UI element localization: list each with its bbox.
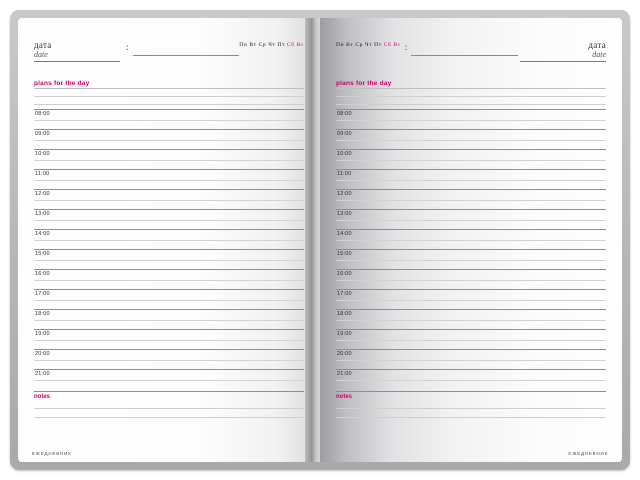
half-hour-rule [34,360,304,361]
hour-row[interactable] [336,229,606,249]
half-hour-rule [34,140,304,141]
hour-label: 19:00 [337,331,352,337]
hour-row[interactable] [34,229,304,249]
right-date-rule [520,60,606,62]
left-date-label-ru: дата [34,40,52,50]
half-hour-rule [34,200,304,201]
half-hour-rule [34,120,304,121]
hour-row[interactable] [336,189,606,209]
half-hour-rule [336,240,606,241]
left-notes-lines[interactable] [34,400,304,418]
planner-pages [18,18,622,462]
hour-row[interactable] [34,109,304,129]
weekday-sat[interactable]: Сб [383,42,392,48]
right-date-label-ru: дата [588,40,606,50]
hour-label: 17:00 [35,291,50,297]
hour-label: 13:00 [337,211,352,217]
weekday-mon[interactable]: Пн [336,42,345,48]
half-hour-rule [336,140,606,141]
hour-label: 12:00 [35,191,50,197]
notes-line[interactable] [336,409,606,418]
half-hour-rule [34,300,304,301]
left-hours-grid [34,109,304,389]
hour-row[interactable] [336,289,606,309]
hour-row[interactable] [336,129,606,149]
hour-label: 21:00 [35,371,50,377]
weekday-tue[interactable]: Вт [249,42,257,48]
weekday-sat[interactable]: Сб [286,42,295,48]
hour-label: 12:00 [337,191,352,197]
hour-label: 18:00 [35,311,50,317]
right-brand-mark: ЕЖЕДНЕВНИК [568,451,608,456]
hour-row[interactable] [336,269,606,289]
left-header-write-line[interactable] [133,41,240,56]
left-plans-lines[interactable] [34,88,304,105]
right-date-label-en: date [592,50,606,59]
notes-line[interactable] [34,409,304,418]
left-weekday-selector[interactable] [239,40,304,48]
hour-row[interactable] [34,189,304,209]
hour-row[interactable] [34,129,304,149]
hour-row[interactable] [34,249,304,269]
hour-label: 08:00 [337,111,352,117]
half-hour-rule [34,320,304,321]
half-hour-rule [34,220,304,221]
weekday-sun[interactable]: Вс [296,42,304,48]
hour-label: 16:00 [337,271,352,277]
right-notes-label: notes [336,394,353,400]
right-header-colon: : [404,42,408,52]
hour-label: 15:00 [35,251,50,257]
weekday-wed[interactable]: Ср [258,42,267,48]
half-hour-rule [34,240,304,241]
notes-line[interactable] [34,400,304,409]
half-hour-rule [336,300,606,301]
weekday-fri[interactable]: Пт [374,42,382,48]
hour-label: 21:00 [337,371,352,377]
weekday-sun[interactable]: Вс [393,42,401,48]
plans-line[interactable] [336,97,606,105]
plans-line[interactable] [34,89,304,97]
hour-row[interactable] [336,169,606,189]
hour-row[interactable] [336,329,606,349]
hour-row[interactable] [336,349,606,369]
weekday-mon[interactable]: Пн [239,42,248,48]
hour-label: 08:00 [35,111,50,117]
right-page-header [336,40,606,74]
hour-label: 20:00 [337,351,352,357]
hour-row[interactable] [336,369,606,389]
hour-label: 16:00 [35,271,50,277]
hour-label: 18:00 [337,311,352,317]
hour-label: 15:00 [337,251,352,257]
right-notes-lines[interactable] [336,400,606,418]
half-hour-rule [336,120,606,121]
half-hour-rule [336,280,606,281]
hour-row[interactable] [34,149,304,169]
plans-line[interactable] [34,97,304,105]
half-hour-rule [336,200,606,201]
half-hour-rule [34,280,304,281]
hour-row[interactable] [34,329,304,349]
weekday-thu[interactable]: Чт [364,42,373,48]
left-page [18,18,320,462]
half-hour-rule [336,260,606,261]
left-notes-section [34,391,304,418]
half-hour-rule [336,160,606,161]
hour-row[interactable] [336,309,606,329]
weekday-fri[interactable]: Пт [277,42,285,48]
half-hour-rule [336,220,606,221]
hour-label: 11:00 [337,171,352,177]
right-hours-grid [336,109,606,389]
right-notes-section [336,391,606,418]
hour-row[interactable] [336,209,606,229]
left-brand-mark: ЕЖЕДНЕВНИК [32,451,72,456]
hour-row[interactable] [34,349,304,369]
half-hour-rule [34,260,304,261]
hour-row[interactable] [34,209,304,229]
half-hour-rule [34,340,304,341]
hour-label: 17:00 [337,291,352,297]
hour-label: 09:00 [35,131,50,137]
half-hour-rule [336,180,606,181]
hour-label: 14:00 [337,231,352,237]
right-date-field[interactable] [518,40,606,62]
hour-label: 10:00 [35,151,50,157]
right-weekday-selector[interactable] [336,40,401,48]
hour-row[interactable] [34,369,304,389]
half-hour-rule [336,320,606,321]
weekday-thu[interactable]: Чт [268,42,276,48]
left-plans-label: plans for the day [34,80,90,87]
hour-row[interactable] [34,169,304,189]
weekday-tue[interactable]: Вт [346,42,354,48]
half-hour-rule [34,380,304,381]
half-hour-rule [34,180,304,181]
hour-row[interactable] [336,109,606,129]
hour-row[interactable] [34,309,304,329]
hour-row[interactable] [34,269,304,289]
half-hour-rule [34,160,304,161]
hour-label: 13:00 [35,211,50,217]
hour-label: 11:00 [35,171,50,177]
hour-label: 09:00 [337,131,352,137]
left-header-colon: : [126,42,129,52]
right-plans-lines[interactable] [336,88,606,105]
right-page [320,18,622,462]
plans-line[interactable] [336,89,606,97]
half-hour-rule [336,340,606,341]
half-hour-rule [336,360,606,361]
hour-label: 20:00 [35,351,50,357]
right-header-write-line[interactable] [411,41,518,56]
hour-label: 10:00 [337,151,352,157]
hour-row[interactable] [336,149,606,169]
weekday-wed[interactable]: Ср [355,42,363,48]
left-date-field[interactable] [34,40,122,62]
half-hour-rule [336,380,606,381]
left-page-header [34,40,304,74]
hour-label: 14:00 [35,231,50,237]
left-date-label-en: date [34,50,48,59]
left-notes-label: notes [34,394,51,400]
hour-label: 19:00 [35,331,50,337]
hour-row[interactable] [34,289,304,309]
notes-line[interactable] [336,400,606,409]
left-date-rule [34,60,120,62]
hour-row[interactable] [336,249,606,269]
right-plans-label: plans for the day [336,80,392,87]
